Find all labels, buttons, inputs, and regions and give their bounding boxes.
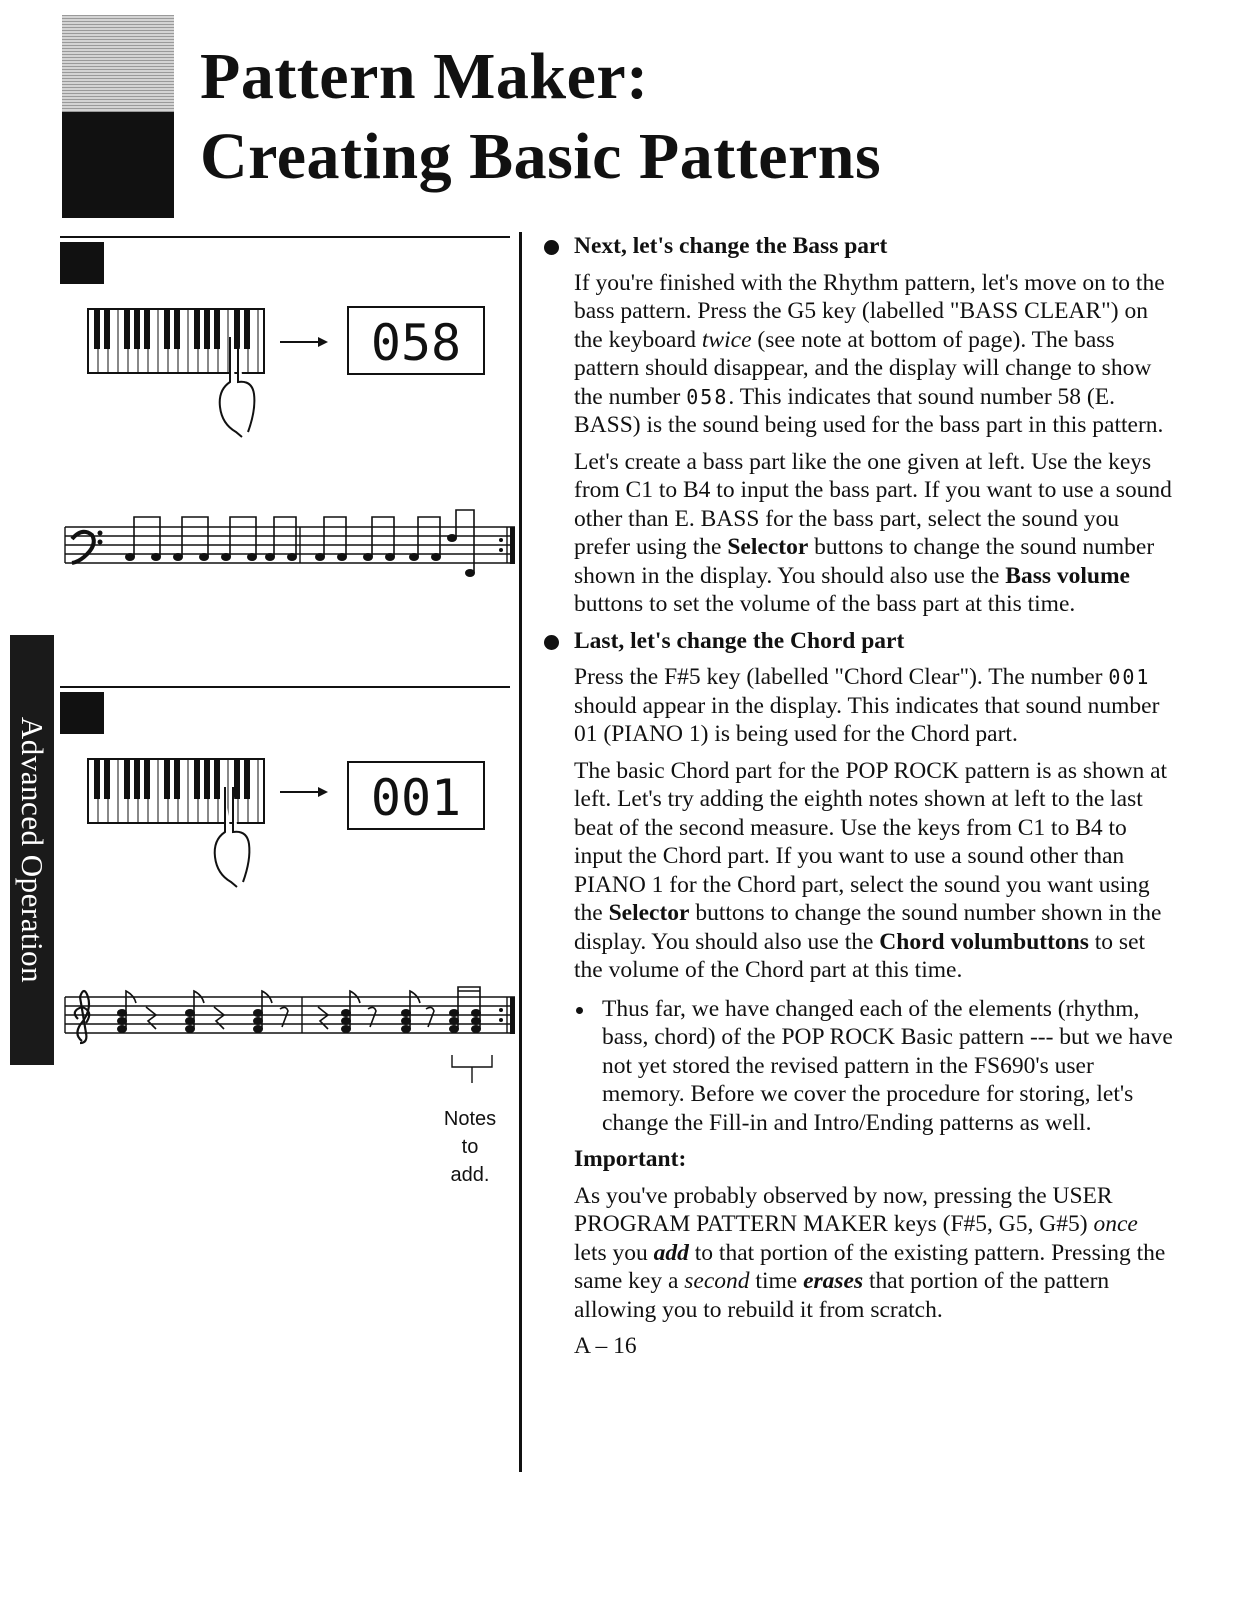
chord-keyboard-figure xyxy=(60,682,510,892)
note-bullet-icon xyxy=(576,1007,583,1014)
section-bullet-icon xyxy=(544,240,559,255)
header-corner-pattern xyxy=(62,15,174,112)
notes-callout-line-1: Notes xyxy=(443,1108,497,1130)
figure-marker-block xyxy=(60,692,104,734)
bass-staff-figure xyxy=(60,505,520,585)
arrow-right-icon xyxy=(280,787,328,797)
bass-section-heading: Next, let's change the Bass part xyxy=(574,233,888,259)
chord-notes xyxy=(117,1009,481,1033)
bass-section xyxy=(574,232,1174,619)
section-side-tab xyxy=(10,635,54,1065)
instruction-column xyxy=(574,232,1174,1369)
chord-section-heading: Last, let's change the Chord part xyxy=(574,627,905,654)
page-title-line-2: Creating Basic Patterns xyxy=(200,120,882,193)
chord-display-value: 001 xyxy=(370,769,462,827)
important-heading: Important: xyxy=(574,1146,687,1172)
treble-clef-icon xyxy=(75,991,89,1043)
note-bullet-item xyxy=(574,995,1174,1138)
section-bullet-icon xyxy=(544,635,559,650)
keyboard-icon xyxy=(88,759,264,823)
notes-callout-label xyxy=(430,1105,510,1189)
notes-callout-bracket xyxy=(452,1055,492,1083)
notes-callout-line-3: add. xyxy=(450,1164,490,1186)
chord-section-paragraph-1: Press the F#5 key (labelled "Chord Clear"). The number 001 should appear in the display. This indicates that sound number 01 (PIANO 1) is being used for the Chord part. xyxy=(574,664,1160,747)
chord-staff-figure xyxy=(60,975,520,1085)
arrow-right-icon xyxy=(280,337,328,347)
header-corner-block xyxy=(62,112,174,218)
page-number: A – 16 xyxy=(574,1333,637,1359)
inline-lcd-value: 001 xyxy=(1108,665,1151,689)
side-tab-label: Advanced Operation xyxy=(15,716,50,984)
inline-lcd-value: 058 xyxy=(686,384,729,409)
chord-section xyxy=(574,627,1174,985)
figure-marker-block xyxy=(60,242,104,284)
page-title-line-1: Pattern Maker: xyxy=(200,40,649,113)
bass-section-paragraph-1: If you're finished with the Rhythm pattern, let's move on to the bass pattern. Press the G5 key (labelled "BASS CLEAR") on the keyboard twice (see note at bottom of page). The bass pattern should disappear, and the display will change to show the number 058. This indicates that sound number 58 (E. BASS) is the sound being used for the bass part in this pattern. xyxy=(574,269,1165,438)
column-divider xyxy=(519,232,522,1472)
chord-section-paragraph-2: The basic Chord part for the POP ROCK pattern is as shown at left. Let's try adding the eighth notes shown at left to the last beat of the second measure. Use the keys from C1 to B4 to input the Chord part. If you want to use a sound other than PIANO 1 for the Chord part, select the sound you want using the Selector buttons to change the sound number shown in the display. You should also use the Chord volumbuttons to set the volume of the Chord part at this time. xyxy=(574,757,1168,983)
bass-keyboard-figure xyxy=(60,232,510,442)
note-bullet-text: Thus far, we have changed each of the elements (rhythm, bass, chord) of the POP ROCK Basic pattern --- but we have not yet stored the revised pattern in the FS690's user memory. Before we cover the procedure for storing, let's change the Fill-in and Intro/Ending patterns as well. xyxy=(602,995,1173,1136)
important-text: As you've probably observed by now, pressing the USER PROGRAM PATTERN MAKER keys (F#5, G5, G#5) once lets you add to that portion of the existing pattern. Pressing the same key a second time erases that portion of the pattern allowing you to rebuild it from scratch. xyxy=(574,1182,1166,1323)
bass-display-value: 058 xyxy=(370,314,462,372)
bass-section-paragraph-2: Let's create a bass part like the one given at left. Use the keys from C1 to B4 to input the bass part. If you want to use a sound other than E. BASS for the bass part, select the sound you prefer using the Selector buttons to change the sound number shown in the display. You should also use the Bass volume buttons to set the volume of the bass part at this time. xyxy=(574,448,1172,617)
notes-callout-line-2: to xyxy=(461,1136,479,1158)
